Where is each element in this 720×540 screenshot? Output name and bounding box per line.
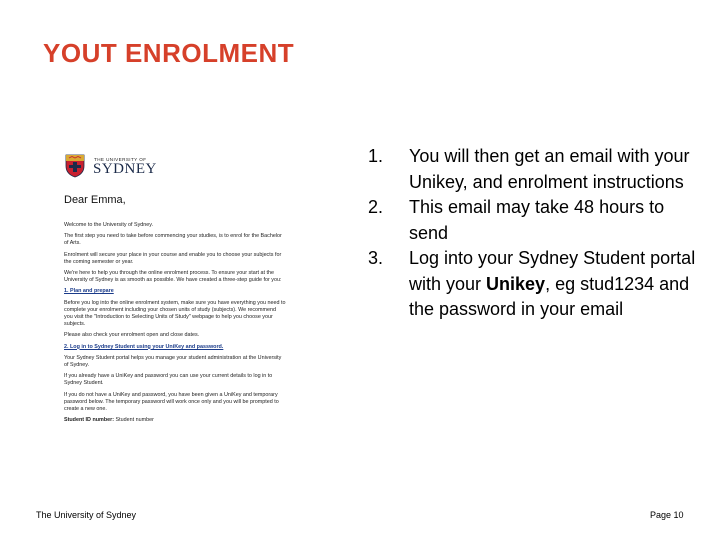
- step-item: [368, 195, 698, 246]
- email-paragraph: Please also check your enrolment open and close dates.: [64, 332, 200, 339]
- step-item: [368, 246, 698, 323]
- step-number: 1.: [368, 146, 384, 166]
- email-paragraph: If you do not have a UniKey and password, you have been given a UniKey and temporary password below. The temporary password will work once only and you will be prompted to create a new one.: [64, 391, 279, 413]
- email-body: [64, 222, 286, 428]
- university-name-large: SYDNEY: [93, 161, 157, 177]
- step-text-bold: Unikey: [486, 273, 546, 294]
- email-paragraph: Welcome to the University of Sydney.: [64, 222, 154, 228]
- step-item: [368, 144, 698, 195]
- email-heading-plan[interactable]: 1. Plan and prepare: [64, 288, 114, 295]
- email-paragraph: If you already have a UniKey and password you can use your current details to log in to Sydney Student.: [64, 373, 273, 387]
- step-number: 3.: [368, 248, 384, 268]
- student-id-label: Student ID number:: [64, 417, 115, 424]
- enrolment-email-screenshot: [58, 148, 290, 486]
- university-name-small: THE UNIVERSITY OF: [94, 157, 147, 162]
- step-text-part: Log into your Sydney Student portal with your: [409, 248, 696, 294]
- footer-organisation: The University of Sydney: [36, 510, 137, 520]
- step-text-part: , eg stud1234 and the password in your email: [409, 273, 690, 319]
- step-number: 2.: [368, 197, 384, 217]
- email-paragraph: Enrolment will secure your place in your course and enable you to choose your subjects for the coming semester or year.: [64, 251, 282, 265]
- footer-page-number: Page 10: [650, 510, 684, 520]
- student-id-value: Student number: [115, 417, 154, 424]
- email-paragraph: The first step you need to take before commencing your studies, is to enrol for the Bachelor of Arts.: [64, 233, 282, 247]
- university-crest-icon: [64, 152, 86, 178]
- email-paragraph: Your Sydney Student portal helps you manage your student administration at the University of Sydney.: [64, 354, 282, 369]
- email-heading-login[interactable]: 2. Log in to Sydney Student using your UniKey and password.: [64, 343, 224, 350]
- email-paragraph: We're here to help you through the online enrolment process. To ensure your start at the University of Sydney is as smooth as possible. We have created a three-step guide for you:: [64, 270, 282, 284]
- step-text: This email may take 48 hours to send: [409, 197, 665, 243]
- student-id-line: [64, 417, 286, 424]
- email-greeting: Dear Emma,: [64, 194, 126, 206]
- slide-title: YOUT ENROLMENT: [43, 38, 295, 68]
- step-text: [409, 246, 698, 323]
- enrolment-steps-list: [368, 144, 698, 323]
- step-text: You will then get an email with your Unikey, and enrolment instructions: [409, 146, 690, 192]
- email-paragraph: Before you log into the online enrolment system, make sure you have everything you need to complete your enrolment including your chosen units of study (subjects). We recommend you visit the "Introduction to Selecting Units of Study" webpage to help you choose your subjects.: [64, 299, 286, 328]
